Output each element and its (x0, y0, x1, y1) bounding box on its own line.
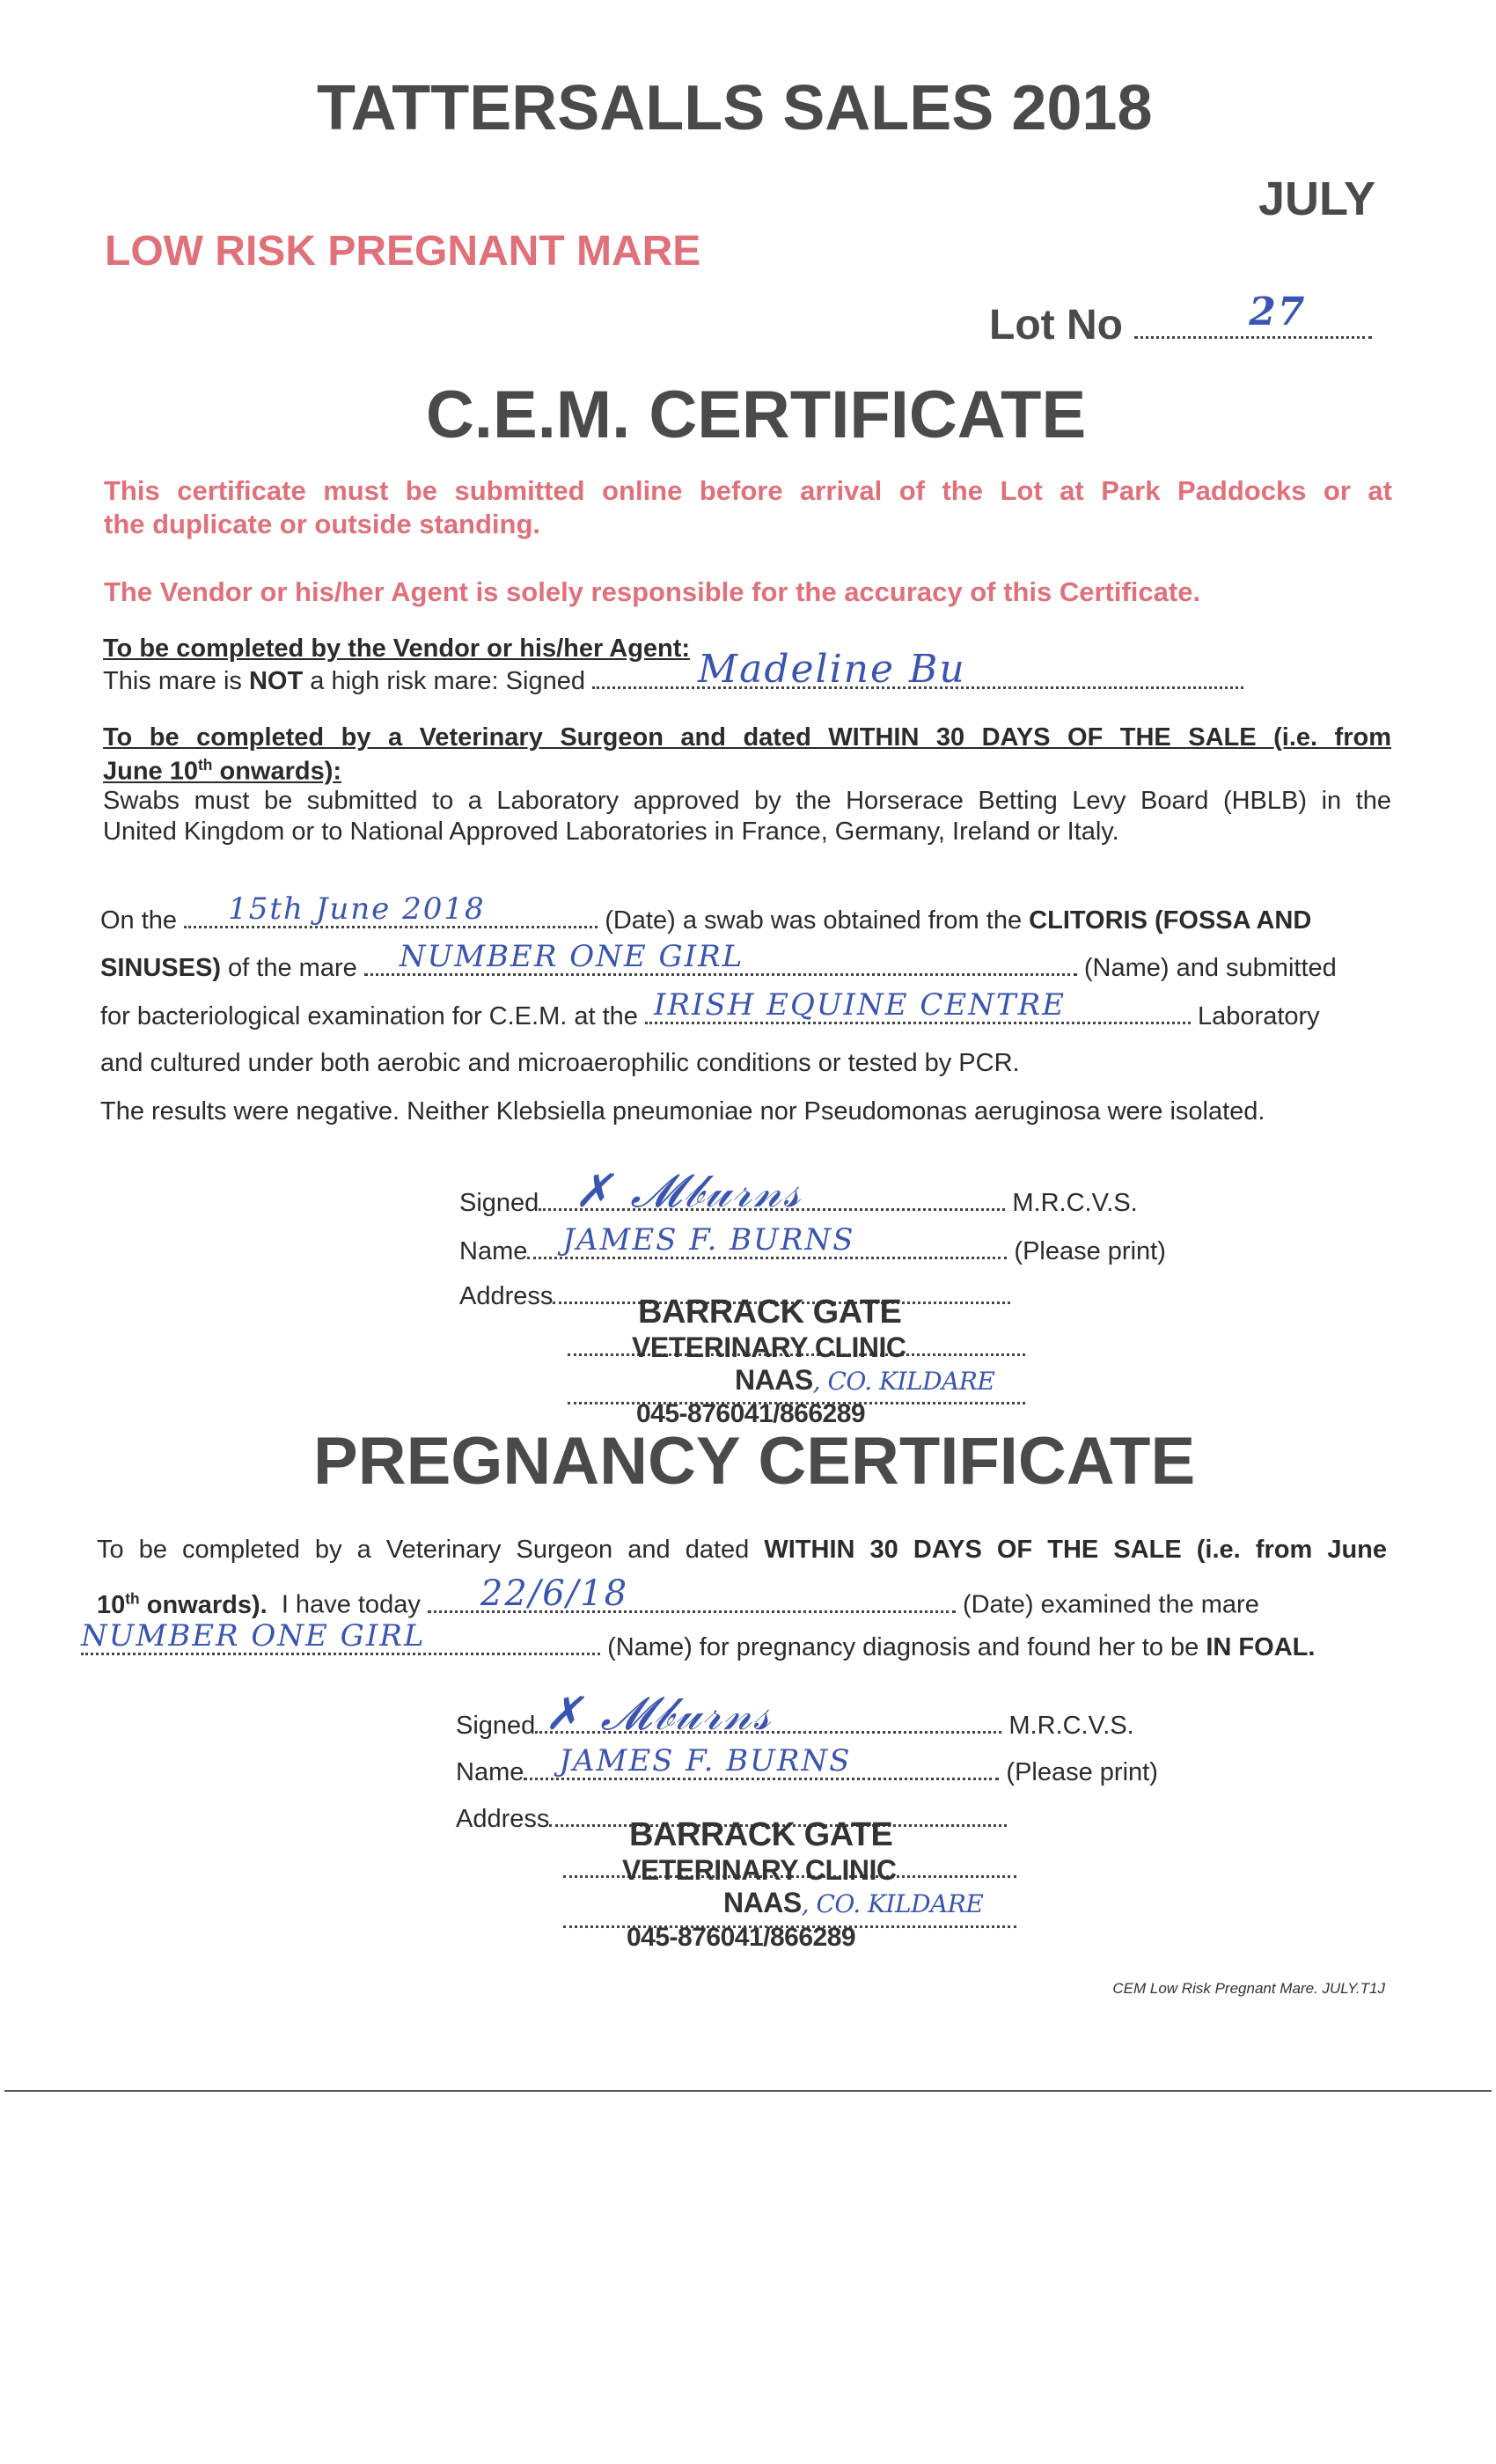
results-line: The results were negative. Neither Klebsiella pneumoniae nor Pseudomonas aeruginosa were isolated. (100, 1097, 1265, 1126)
swab-date-field[interactable] (184, 891, 598, 928)
stamp-phone: 045-876041/866289 (636, 1399, 866, 1428)
cem-certificate-title: C.E.M. CERTIFICATE (426, 378, 1087, 452)
lot-label: Lot No (989, 302, 1123, 348)
risk-category: LOW RISK PREGNANT MARE (105, 228, 701, 275)
pregnancy-certificate-title: PREGNANCY CERTIFICATE (313, 1424, 1196, 1499)
document-title: TATTERSALLS SALES 2018 (317, 73, 1153, 143)
cem-name-line: Name JAMES F. BURNS (Please print) (459, 1222, 1166, 1265)
stamp-clinic-type: VETERINARY CLINIC (632, 1331, 906, 1363)
laboratory-name: IRISH EQUINE CENTRE (653, 987, 1067, 1023)
vendor-signature: Madeline Bu (698, 647, 966, 692)
pregnancy-signed-line: Signed ✗ 𝓜𝒷𝓊𝓇𝓃𝓈 M.R.C.V.S. (456, 1688, 1134, 1741)
notice-line-1: This certificate must be submitted online before arrival of the Lot at Park Paddocks or at (104, 475, 1392, 506)
swab-date-line: On the 15th June 2018 (Date) a swab was obtained from the CLITORIS (FOSSA AND (100, 891, 1312, 935)
vet-signature-mark: ✗ 𝓜𝒷𝓊𝓇𝓃𝓈 (574, 1165, 803, 1218)
vet-name: JAMES F. BURNS (562, 1222, 855, 1258)
vet-heading-line-2: June 10th onwards): (103, 756, 342, 786)
pregnancy-line-1: To be completed by a Veterinary Surgeon and dated WITHIN 30 DAYS OF THE SALE (i.e. from June (97, 1536, 1388, 1564)
cem-address-line: Address (459, 1281, 1010, 1311)
vet-heading-line-1: To be completed by a Veterinary Surgeon and dated WITHIN 30 DAYS OF THE SALE (i.e. from (103, 723, 1391, 752)
vet-signature-mark: ✗ 𝓜𝒷𝓊𝓇𝓃𝓈 (544, 1688, 773, 1741)
laboratory-field[interactable] (645, 987, 1191, 1024)
stamp-town: NAAS, CO. KILDARE (735, 1364, 995, 1396)
stamp-clinic-type: VETERINARY CLINIC (622, 1854, 897, 1886)
exam-date-field[interactable] (428, 1573, 956, 1614)
mare-name-field[interactable] (364, 939, 1077, 976)
cem-signed-line: Signed ✗ 𝓜𝒷𝓊𝓇𝓃𝓈 M.R.C.V.S. (459, 1165, 1138, 1218)
laboratory-line: for bacteriological examination for C.E.M. at the IRISH EQUINE CENTRE Laboratory (100, 987, 1320, 1030)
lot-value: 27 (1249, 290, 1307, 334)
stamp-clinic-name: BARRACK GATE (638, 1294, 902, 1331)
swabs-line-2: United Kingdom or to National Approved Laboratories in France, Germany, Ireland or Italy. (103, 818, 1119, 846)
pregnancy-mare-name-field[interactable] (81, 1618, 600, 1655)
stamp-town: NAAS, CO. KILDARE (723, 1887, 984, 1918)
pregnancy-address-line: Address (456, 1804, 1007, 1834)
pregnancy-line-3: NUMBER ONE GIRL (Name) for pregnancy diagnosis and found her to be IN FOAL. (81, 1618, 1316, 1661)
page-divider (4, 2090, 1492, 2092)
vendor-signature-field[interactable] (592, 647, 1243, 692)
sale-month: JULY (1258, 172, 1376, 225)
swabs-line-1: Swabs must be submitted to a Laboratory approved by the Horserace Betting Levy Board (HBLB) in the (103, 787, 1391, 815)
cultured-line: and cultured under both aerobic and microaerophilic conditions or tested by PCR. (100, 1049, 1020, 1077)
exam-date: 22/6/18 (480, 1573, 629, 1614)
pregnancy-mare-name: NUMBER ONE GIRL (81, 1618, 426, 1654)
vet-name: JAMES F. BURNS (559, 1743, 852, 1778)
pregnancy-name-line: Name JAMES F. BURNS (Please print) (456, 1743, 1158, 1786)
pregnancy-line-2: 10th onwards). I have today 22/6/18 (Date) examined the mare (97, 1573, 1259, 1619)
form-reference: CEM Low Risk Pregnant Mare. JULY.T1J (1112, 1980, 1385, 1997)
swab-date: 15th June 2018 (228, 891, 486, 927)
vendor-responsibility-notice: The Vendor or his/her Agent is solely responsible for the accuracy of this Certificate. (104, 576, 1201, 607)
lot-dots (1134, 290, 1372, 339)
stamp-clinic-name: BARRACK GATE (629, 1816, 893, 1853)
stamp-phone: 045-876041/866289 (627, 1923, 856, 1952)
mare-name: NUMBER ONE GIRL (399, 939, 744, 974)
lot-number-field (989, 290, 1372, 349)
notice-line-2: the duplicate or outside standing. (104, 509, 541, 539)
mare-name-line: SINUSES) of the mare NUMBER ONE GIRL (Name) and submitted (100, 939, 1337, 982)
vendor-heading: To be completed by the Vendor or his/her Agent: (103, 634, 691, 663)
vendor-declaration: This mare is NOT a high risk mare: Signed Madeline Bu (103, 666, 1243, 696)
